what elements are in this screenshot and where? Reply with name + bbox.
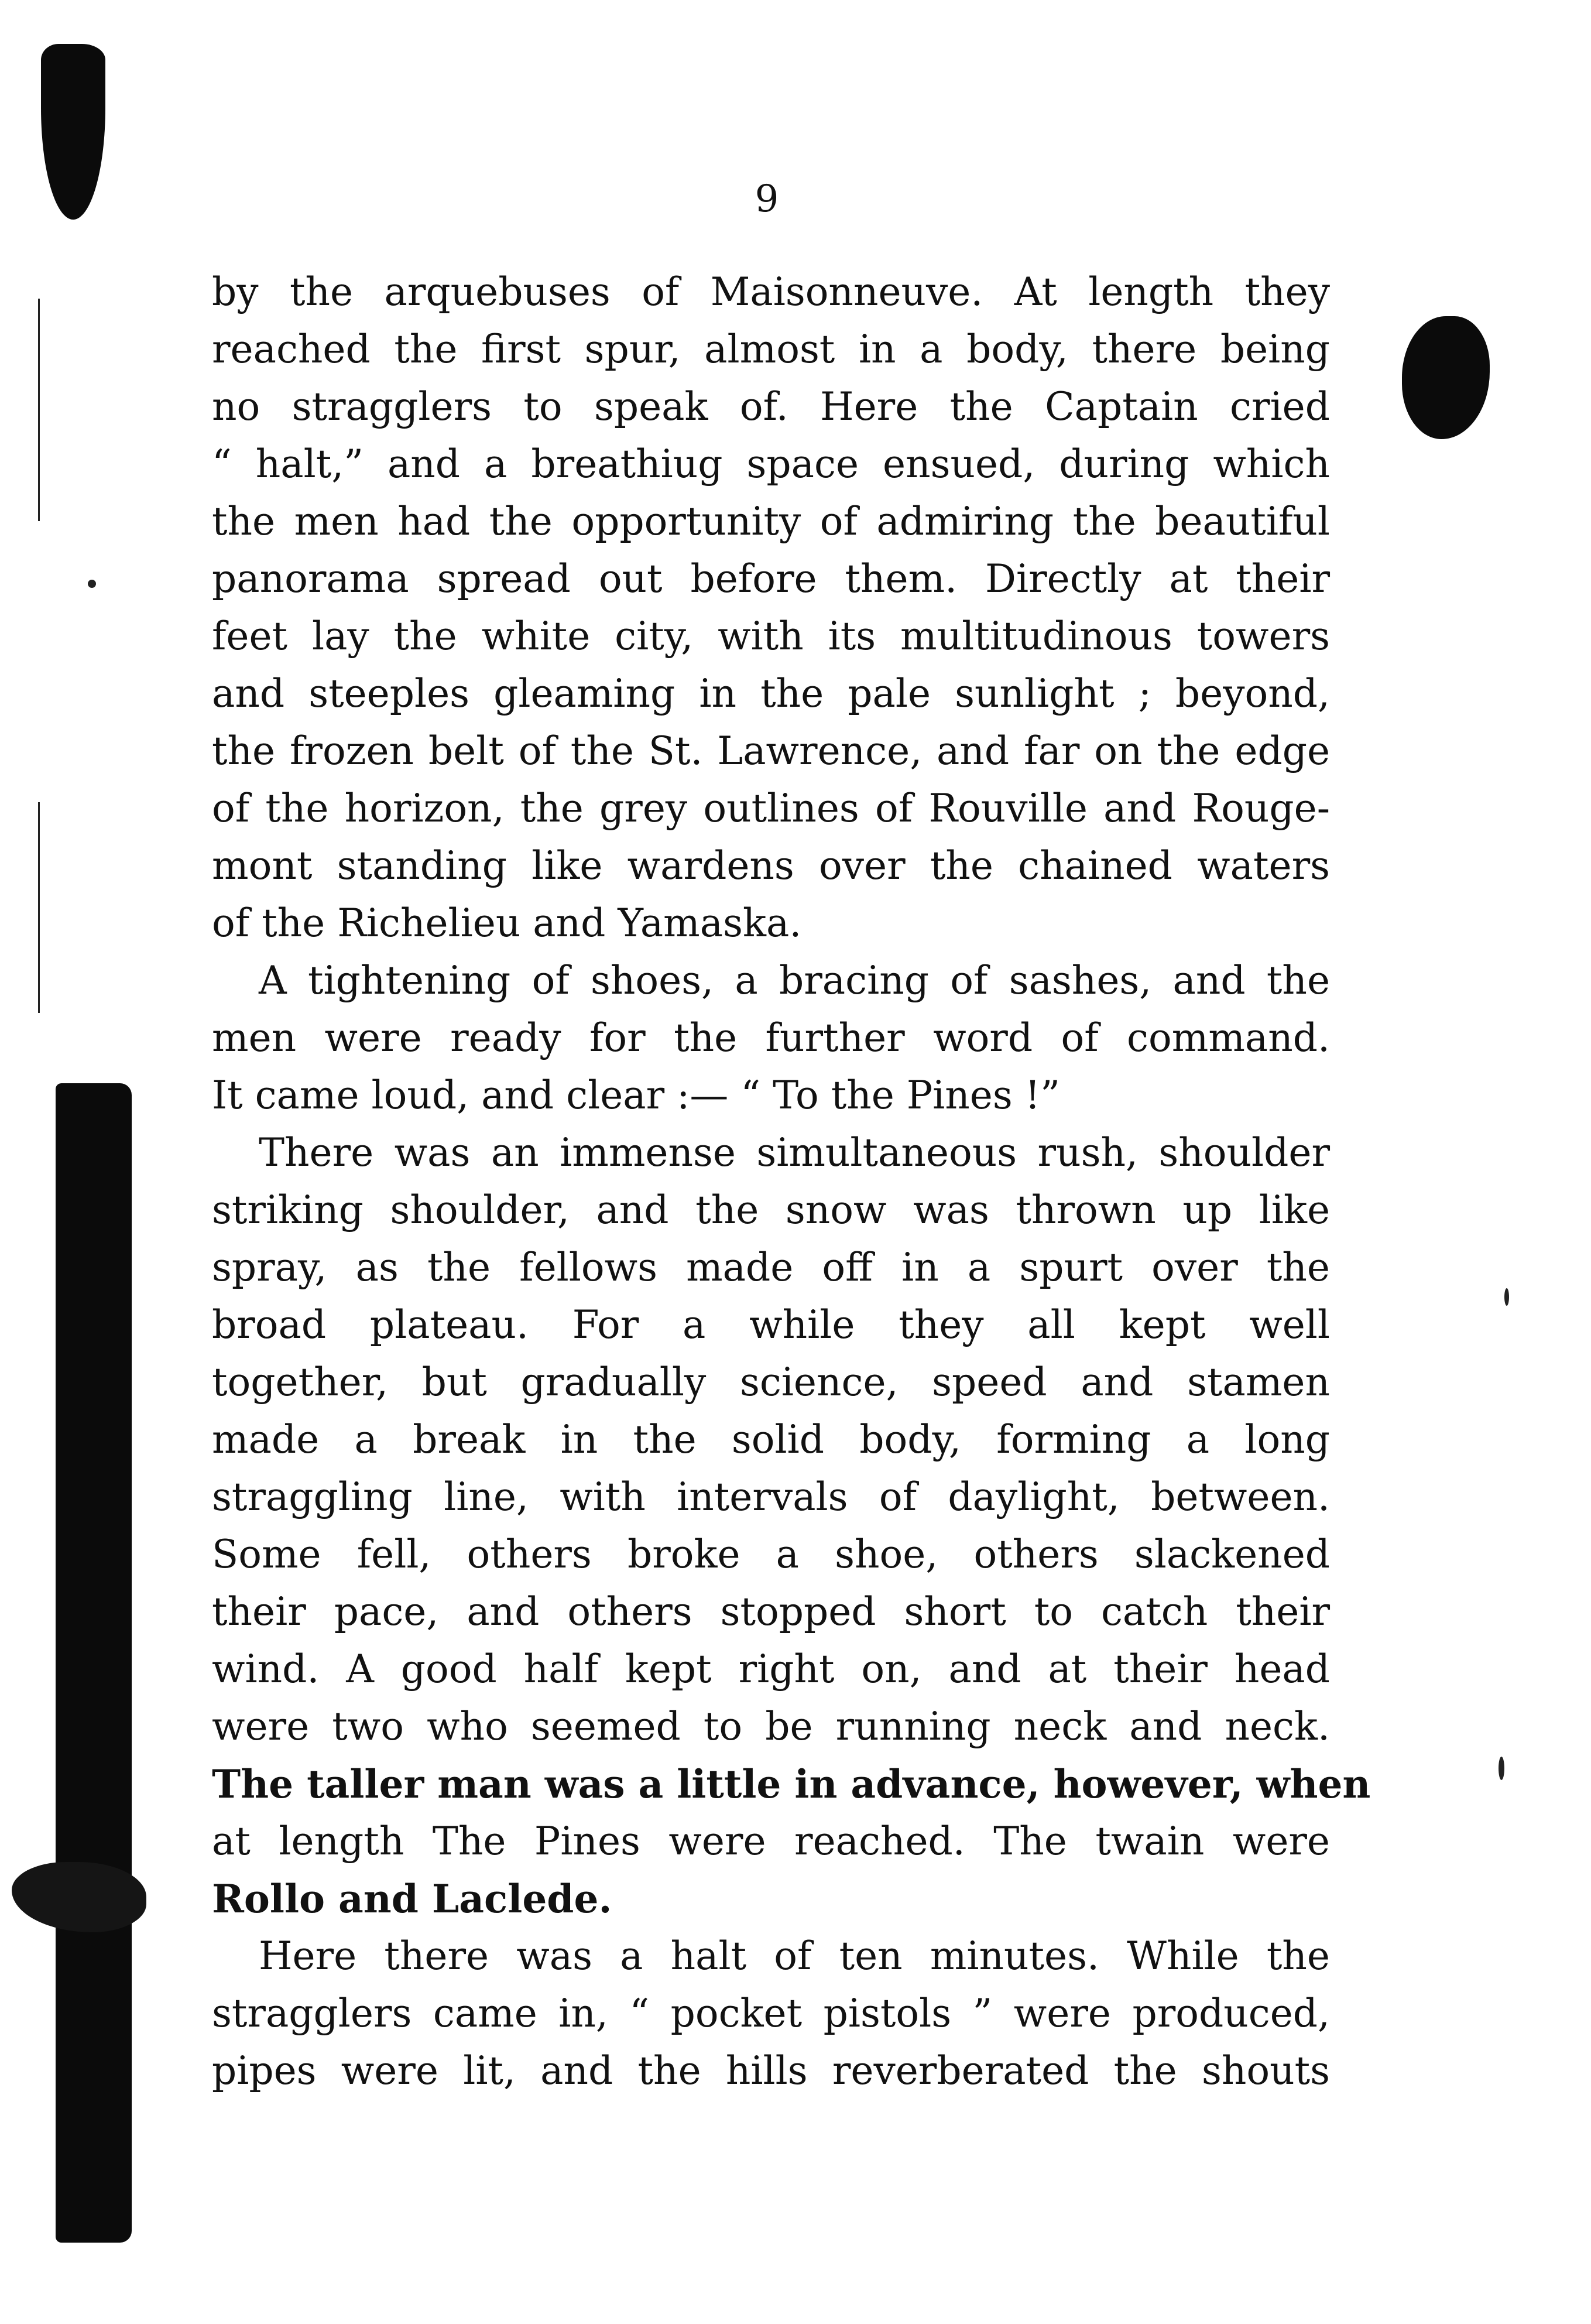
text-line: of the Richelieu and Yamaska. [212, 901, 802, 946]
text-line: the frozen belt of the St. Lawrence, and far on the edge [212, 728, 1330, 773]
text-line: by the arquebuses of Maisonneuve. At length they [212, 269, 1330, 314]
text-line: and steeples gleaming in the pale sunlight ; beyond, [212, 671, 1330, 716]
margin-mark [38, 802, 40, 1013]
text-line: stragglers came in, “ pocket pistols ” were produced, [212, 1991, 1330, 2036]
text-line: “ halt,” and a breathiug space ensued, during which [212, 441, 1330, 487]
text-line: pipes were lit, and the hills reverberated the shouts [212, 2048, 1330, 2093]
body-text [212, 263, 1371, 2100]
text-line: The taller man was a little in advance, however, when [212, 1761, 1371, 1807]
text-line: Here there was a halt of ten minutes. While the [259, 1933, 1330, 1979]
binding-shadow-left [56, 1083, 132, 2243]
text-line: striking shoulder, and the snow was thrown up like [212, 1187, 1330, 1233]
ink-speck [1499, 1757, 1504, 1780]
text-line: were two who seemed to be running neck and neck. [212, 1704, 1330, 1749]
text-line: no stragglers to speak of. Here the Captain cried [212, 384, 1330, 429]
text-line: their pace, and others stopped short to catch their [212, 1589, 1330, 1634]
ink-smudge-top-left [41, 44, 105, 220]
text-line: Some fell, others broke a shoe, others slackened [212, 1532, 1330, 1577]
text-line: A tightening of shoes, a bracing of sashes, and the [259, 958, 1330, 1003]
text-line: Rollo and Laclede. [212, 1876, 612, 1922]
ink-speck [1504, 1288, 1509, 1306]
text-line: There was an immense simultaneous rush, shoulder [259, 1130, 1330, 1175]
text-line: panorama spread out before them. Directly at their [212, 556, 1330, 601]
text-line: the men had the opportunity of admiring the beautiful [212, 499, 1330, 544]
text-line: broad plateau. For a while they all kept well [212, 1302, 1330, 1347]
text-line: feet lay the white city, with its multitudinous towers [212, 614, 1330, 659]
text-line: men were ready for the further word of command. [212, 1015, 1330, 1060]
text-line: made a break in the solid body, forming a long [212, 1417, 1330, 1462]
ink-smudge-right [1402, 316, 1490, 439]
text-line: It came loud, and clear :— “ To the Pines !” [212, 1073, 1060, 1118]
text-line: mont standing like wardens over the chained waters [212, 843, 1330, 888]
margin-mark [38, 299, 40, 521]
text-line: spray, as the fellows made off in a spurt over the [212, 1245, 1330, 1290]
text-line: reached the first spur, almost in a body, there being [212, 327, 1330, 372]
text-line: together, but gradually science, speed and stamen [212, 1360, 1330, 1405]
text-line: at length The Pines were reached. The twain were [212, 1819, 1330, 1864]
text-line: wind. A good half kept right on, and at their head [212, 1647, 1330, 1692]
binding-shadow-flare [12, 1862, 146, 1932]
ink-speck [88, 580, 96, 588]
text-line: straggling line, with intervals of daylight, between. [212, 1474, 1330, 1519]
page-number: 9 [755, 177, 779, 221]
text-line: of the horizon, the grey outlines of Rouville and Rouge- [212, 786, 1330, 831]
